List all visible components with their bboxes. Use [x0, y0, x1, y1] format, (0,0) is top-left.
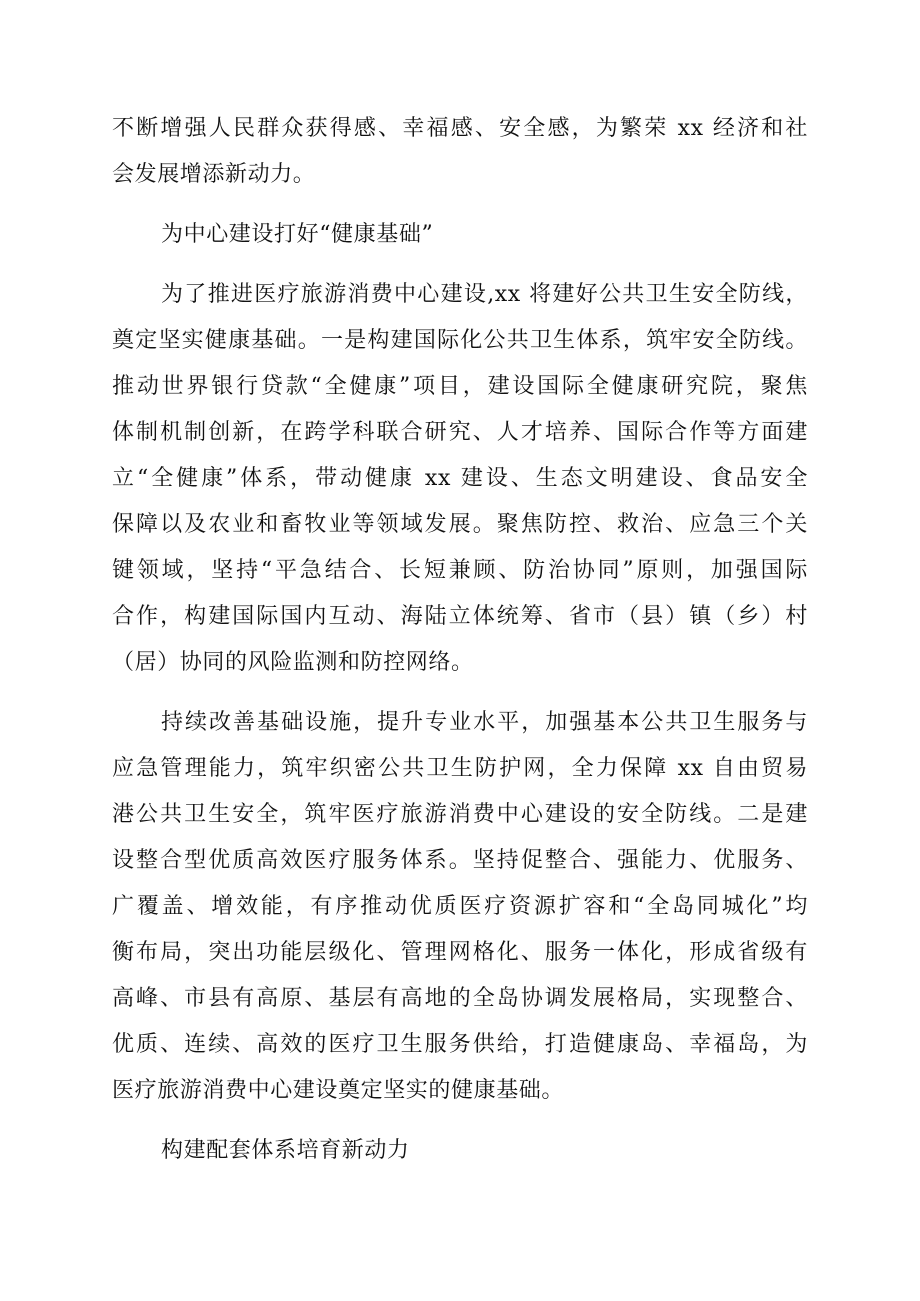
text-line: 立“全健康”体系，带动健康 xx 建设、生态文明建设、食品安全 [112, 466, 808, 491]
text-line: 医疗旅游消费中心建设奠定坚实的健康基础。 [112, 1078, 565, 1103]
section-heading-health-foundation [112, 212, 808, 258]
text-line: 体制机制创新，在跨学科联合研究、人才培养、国际合作等方面建 [112, 420, 808, 445]
text-line: 保障以及农业和畜牧业等领域发展。聚焦防控、救治、应急三个关 [112, 512, 808, 537]
heading-line: 构建配套体系培育新动力 [161, 1138, 410, 1163]
text-line: 推动世界银行贷款“全健康”项目，建设国际全健康研究院，聚焦 [112, 374, 808, 399]
text-line: 合作，构建国际国内互动、海陆立体统筹、省市（县）镇（乡）村 [112, 604, 808, 629]
text-line: 持续改善基础设施，提升专业水平，加强基本公共卫生服务与 [161, 710, 808, 735]
text-line: 不断增强人民群众获得感、幸福感、安全感，为繁荣 xx 经济和社 [112, 116, 808, 141]
text-line: 广覆盖、增效能，有序推动优质医疗资源扩容和“全岛同城化”均 [112, 894, 808, 919]
text-line: 会发展增添新动力。 [112, 162, 316, 187]
text-line: 奠定坚实健康基础。一是构建国际化公共卫生体系，筑牢安全防线。 [112, 328, 808, 353]
text-line: 为了推进医疗旅游消费中心建设,xx 将建好公共卫生安全防线， [161, 282, 808, 307]
text-line: 设整合型优质高效医疗服务体系。坚持促整合、强能力、优服务、 [112, 848, 808, 873]
text-line: 应急管理能力，筑牢织密公共卫生防护网，全力保障 xx 自由贸易 [112, 756, 808, 781]
section-heading-supporting-system [112, 1128, 808, 1174]
text-line: 衡布局，突出功能层级化、管理网格化、服务一体化，形成省级有 [112, 940, 808, 965]
paragraph-public-health [112, 272, 808, 686]
text-line: （居）协同的风险监测和防控网络。 [112, 650, 474, 675]
text-line: 优质、连续、高效的医疗卫生服务供给，打造健康岛、幸福岛，为 [112, 1032, 808, 1057]
text-line: 港公共卫生安全，筑牢医疗旅游消费中心建设的安全防线。二是建 [112, 802, 808, 827]
text-line: 高峰、市县有高原、基层有高地的全岛协调发展格局，实现整合、 [112, 986, 808, 1011]
paragraph-medical-service-system [112, 700, 808, 1114]
text-line: 键领域，坚持“平急结合、长短兼顾、防治协同”原则，加强国际 [112, 558, 808, 583]
heading-line: 为中心建设打好“健康基础” [161, 222, 434, 247]
paragraph-continuation [112, 106, 808, 198]
